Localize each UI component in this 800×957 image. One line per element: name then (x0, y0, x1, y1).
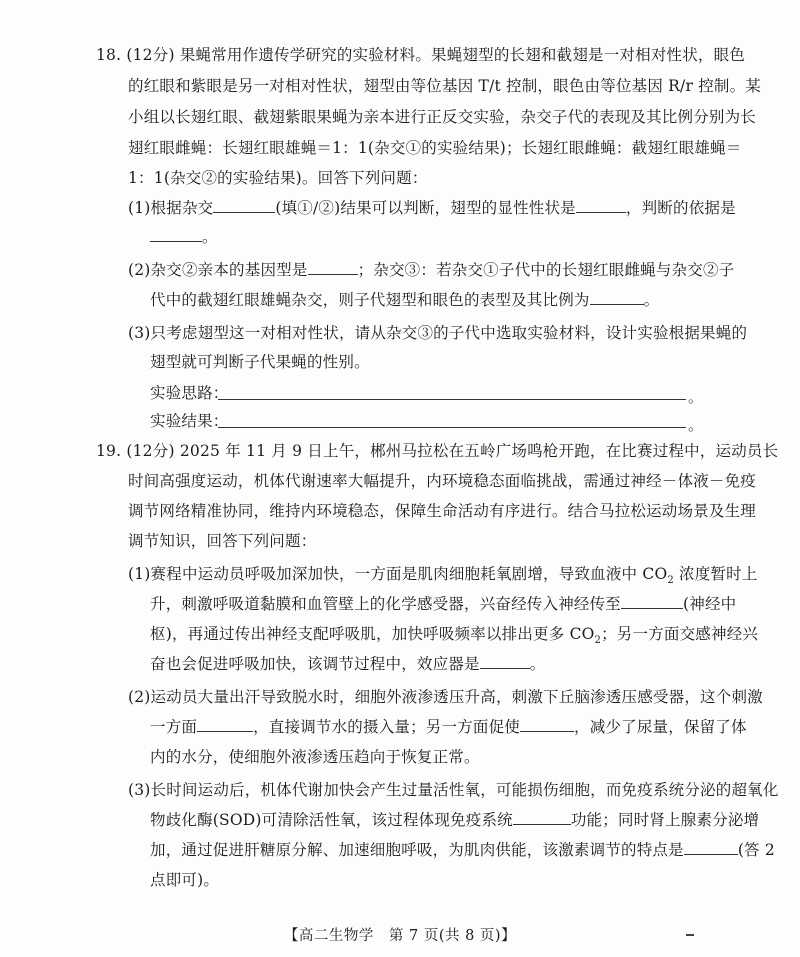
period: 。 (688, 388, 704, 406)
q18-line-5: 1：1(杂交②的实验结果)。回答下列问题： (128, 169, 428, 187)
experiment-idea-answer-line[interactable] (218, 399, 686, 400)
answer-blank[interactable] (150, 223, 202, 242)
q19-sub3: (3)长时间运动后，机体代谢加快会产生过量活性氧，可能损伤细胞，而免疫系统分泌的超氧化 (128, 781, 779, 799)
answer-blank[interactable] (308, 256, 358, 275)
q19-sub1-cont2: 枢)，再通过传出神经支配呼吸肌，加快呼吸频率以排出更多 $CO_2$；另一方面交感神经兴 (150, 625, 759, 647)
experiment-result-answer-line[interactable] (218, 427, 686, 428)
q18-line-1: 18. (12分) 果蝇常用作遗传学研究的实验材料。果蝇翅型的长翅和截翅是一对相对性状，眼色 (96, 46, 746, 64)
q19-sub2-cont1: 一方面 ，直接调节水的摄入量；另一方面促使 ，减少了尿量，保留了体 (0, 712, 800, 742)
q19-line-4: 调节知识，回答下列问题： (128, 532, 317, 550)
answer-blank[interactable] (576, 194, 626, 213)
q19-sub1-cont1: 升，刺激呼吸道黏膜和血管壁上的化学感受器，兴奋经传入神经传至 (神经中 (0, 589, 800, 619)
q18-sub1-cont: 。 (0, 222, 800, 252)
q19-sub2: (2)运动员大量出汗导致脱水时，细胞外液渗透压升高，刺激下丘脑渗透压感受器，这个刺激 (128, 688, 763, 706)
period: 。 (688, 416, 704, 434)
q19-sub1-cont3: 奋也会促进呼吸加快，该调节过程中，效应器是 。 (0, 649, 800, 679)
q18-sub1: (1)根据杂交 (填①/②)结果可以判断，翅型的显性性状是 ，判断的依据是 (0, 193, 800, 223)
q19-sub2-cont2: 内的水分，使细胞外液渗透压趋向于恢复正常。 (150, 748, 480, 766)
answer-blank[interactable] (684, 836, 738, 855)
q19-line-1: 19. (12分) 2025 年 11 月 9 日上午，郴州马拉松在五岭广场鸣枪开跑，在比赛过程中，运动员长 (96, 442, 779, 460)
q18-line-4: 翅红眼雌蝇：长翅红眼雄蝇＝1：1(杂交①的实验结果)；长翅红眼雌蝇：截翅红眼雄蝇＝ (128, 139, 742, 157)
experiment-result-label: 实验结果： (150, 412, 229, 430)
q19-line-2: 时间高强度运动，机体代谢速率大幅提升，内环境稳态面临挑战，需通过神经－体液－免疫 (128, 472, 757, 490)
q18-line-3: 小组以长翅红眼、截翅紫眼果蝇为亲本进行正反交实验，杂交子代的表现及其比例分别为长 (128, 108, 757, 126)
answer-blank[interactable] (590, 286, 644, 305)
q19-sub3-cont2: 加，通过促进肝糖原分解、加速细胞呼吸，为肌肉供能，该激素调节的特点是 (答 2 (0, 835, 800, 865)
page-footer: 【高二生物学 第 7 页(共 8 页)】 (283, 928, 517, 944)
experiment-idea-label: 实验思路： (150, 384, 229, 402)
corner-mark (686, 934, 694, 936)
q19-line-3: 调节网络精准协同，维持内环境稳态，保障生命活动有序进行。结合马拉松运动场景及生理 (128, 502, 757, 520)
q18-sub2: (2)杂交②亲本的基因型是 ；杂交③：若杂交①子代中的长翅红眼雌蝇与杂交②子 (0, 255, 800, 285)
q19-sub1: (1)赛程中运动员呼吸加深加快，一方面是肌肉细胞耗氧剧增，导致血液中 $CO_2$ 浓度暂时上 (128, 565, 758, 587)
q18-sub2-cont: 代中的截翅红眼雄蝇杂交，则子代翅型和眼色的表型及其比例为 。 (0, 285, 800, 315)
answer-blank[interactable] (621, 590, 683, 609)
q18-line-2: 的红眼和紫眼是另一对相对性状，翅型由等位基因 T/t 控制，眼色由等位基因 R/r 控制。某 (128, 77, 762, 95)
answer-blank[interactable] (213, 194, 275, 213)
answer-blank[interactable] (520, 713, 574, 732)
q18-sub3: (3)只考虑翅型这一对相对性状，请从杂交③的子代中选取实验材料，设计实验根据果蝇的 (128, 324, 748, 342)
q19-sub3-cont3: 点即可)。 (150, 871, 220, 889)
answer-blank[interactable] (513, 806, 571, 825)
q19-sub3-cont1: 物歧化酶(SOD)可清除活性氧，该过程体现免疫系统 功能；同时肾上腺素分泌增 (0, 805, 800, 835)
answer-blank[interactable] (480, 650, 530, 669)
q18-sub3-cont: 翅型就可判断子代果蝇的性别。 (150, 353, 370, 371)
answer-blank[interactable] (197, 713, 253, 732)
